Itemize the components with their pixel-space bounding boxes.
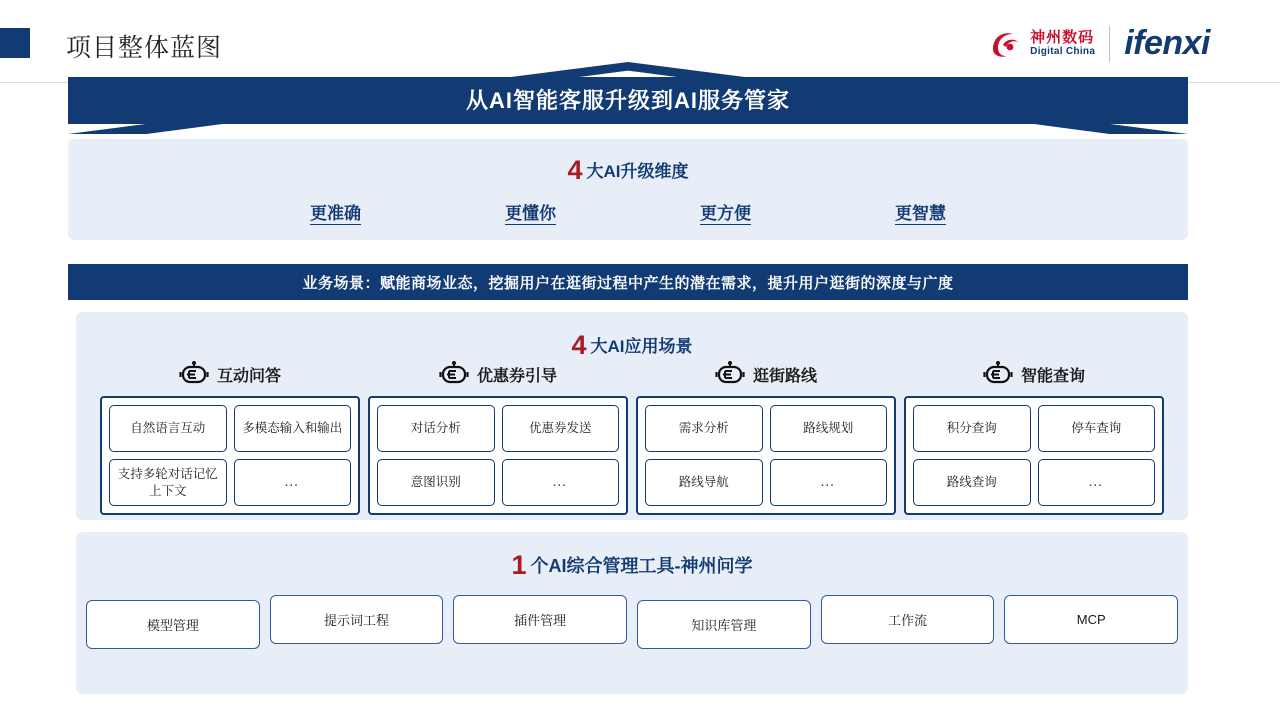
ai-applications-groups xyxy=(76,358,1188,515)
dimension-item[interactable]: 更准确 xyxy=(310,204,361,223)
dimension-item[interactable]: 更懂你 xyxy=(505,204,556,223)
ai-applications-heading-text: 大AI应用场景 xyxy=(590,337,693,356)
app-group-box xyxy=(904,396,1164,515)
digital-china-name-en: Digital China xyxy=(1030,46,1096,58)
digital-china-name-cn: 神州数码 xyxy=(1030,29,1095,47)
upgrade-dimensions-list xyxy=(68,199,1188,224)
tool-item[interactable]: 工作流 xyxy=(821,595,995,644)
app-cell[interactable]: 意图识别 xyxy=(377,459,495,506)
app-group-label: 智能查询 xyxy=(1020,367,1085,385)
app-group-box xyxy=(368,396,628,515)
app-cell[interactable]: 停车查询 xyxy=(1038,405,1156,452)
ai-management-tool-heading-text: 个AI综合管理工具-神州问学 xyxy=(530,556,753,576)
app-cell-more[interactable]: … xyxy=(234,459,352,506)
tool-item[interactable]: 模型管理 xyxy=(86,600,260,649)
app-group-label: 优惠券引导 xyxy=(476,367,557,385)
app-cell[interactable]: 优惠券发送 xyxy=(502,405,620,452)
app-cell[interactable]: 路线规划 xyxy=(770,405,888,452)
app-group-header xyxy=(368,358,628,390)
app-group xyxy=(636,358,896,515)
app-cell[interactable]: 路线查询 xyxy=(913,459,1031,506)
ifenxi-logo: ifenxi xyxy=(1124,24,1210,62)
ai-applications-panel xyxy=(76,312,1188,520)
app-cell[interactable]: 需求分析 xyxy=(645,405,763,452)
upgrade-dimensions-heading-text: 大AI升级维度 xyxy=(586,162,689,181)
banner xyxy=(68,62,1188,134)
upgrade-dimensions-count: 4 xyxy=(567,155,583,185)
app-cell[interactable]: 积分查询 xyxy=(913,405,1031,452)
app-cell-more[interactable]: … xyxy=(502,459,620,506)
tool-item[interactable]: 知识库管理 xyxy=(637,600,811,649)
upgrade-dimensions-panel xyxy=(68,139,1188,240)
upgrade-dimensions-heading xyxy=(68,155,1188,186)
app-group-header xyxy=(636,358,896,390)
business-scenario-text: 业务场景：赋能商场业态，挖掘用户在逛街过程中产生的潜在需求，提升用户逛街的深度与广度 xyxy=(302,274,954,292)
app-group-header xyxy=(904,358,1164,390)
ai-management-tool-panel xyxy=(76,532,1188,694)
app-group-header xyxy=(100,358,360,390)
app-cell[interactable]: 支持多轮对话记忆上下文 xyxy=(109,459,227,506)
bot-icon xyxy=(715,361,745,387)
ai-applications-count: 4 xyxy=(571,330,587,360)
ai-management-tool-count: 1 xyxy=(511,550,527,580)
app-cell[interactable]: 路线导航 xyxy=(645,459,763,506)
banner-title: 从AI智能客服升级到AI服务管家 xyxy=(465,88,790,113)
header-accent-block xyxy=(0,28,30,58)
bot-icon xyxy=(983,361,1013,387)
dimension-item[interactable]: 更方便 xyxy=(700,204,751,223)
tool-item[interactable]: MCP xyxy=(1004,595,1178,644)
page-title: 项目整体蓝图 xyxy=(66,34,223,62)
app-group-label: 互动问答 xyxy=(216,367,281,385)
ai-applications-heading xyxy=(76,330,1188,361)
logo-divider xyxy=(1109,26,1110,62)
business-scenario-bar xyxy=(68,264,1188,300)
logo-area xyxy=(989,24,1210,63)
app-cell[interactable]: 对话分析 xyxy=(377,405,495,452)
app-cell[interactable]: 自然语言互动 xyxy=(109,405,227,452)
digital-china-logo xyxy=(989,27,1095,61)
dimension-item[interactable]: 更智慧 xyxy=(895,204,946,223)
app-group xyxy=(368,358,628,515)
app-group-box xyxy=(100,396,360,515)
app-cell-more[interactable]: … xyxy=(1038,459,1156,506)
tool-item[interactable]: 提示词工程 xyxy=(270,595,444,644)
bot-icon xyxy=(179,361,209,387)
tool-item[interactable]: 插件管理 xyxy=(453,595,627,644)
bot-icon xyxy=(439,361,469,387)
app-group xyxy=(904,358,1164,515)
ai-management-tool-list xyxy=(86,600,1178,649)
app-group-label: 逛街路线 xyxy=(752,367,817,385)
digital-china-swoosh-icon xyxy=(989,27,1023,61)
app-cell[interactable]: 多模态输入和输出 xyxy=(234,405,352,452)
app-group xyxy=(100,358,360,515)
app-cell-more[interactable]: … xyxy=(770,459,888,506)
app-group-box xyxy=(636,396,896,515)
ai-management-tool-heading xyxy=(76,550,1188,581)
